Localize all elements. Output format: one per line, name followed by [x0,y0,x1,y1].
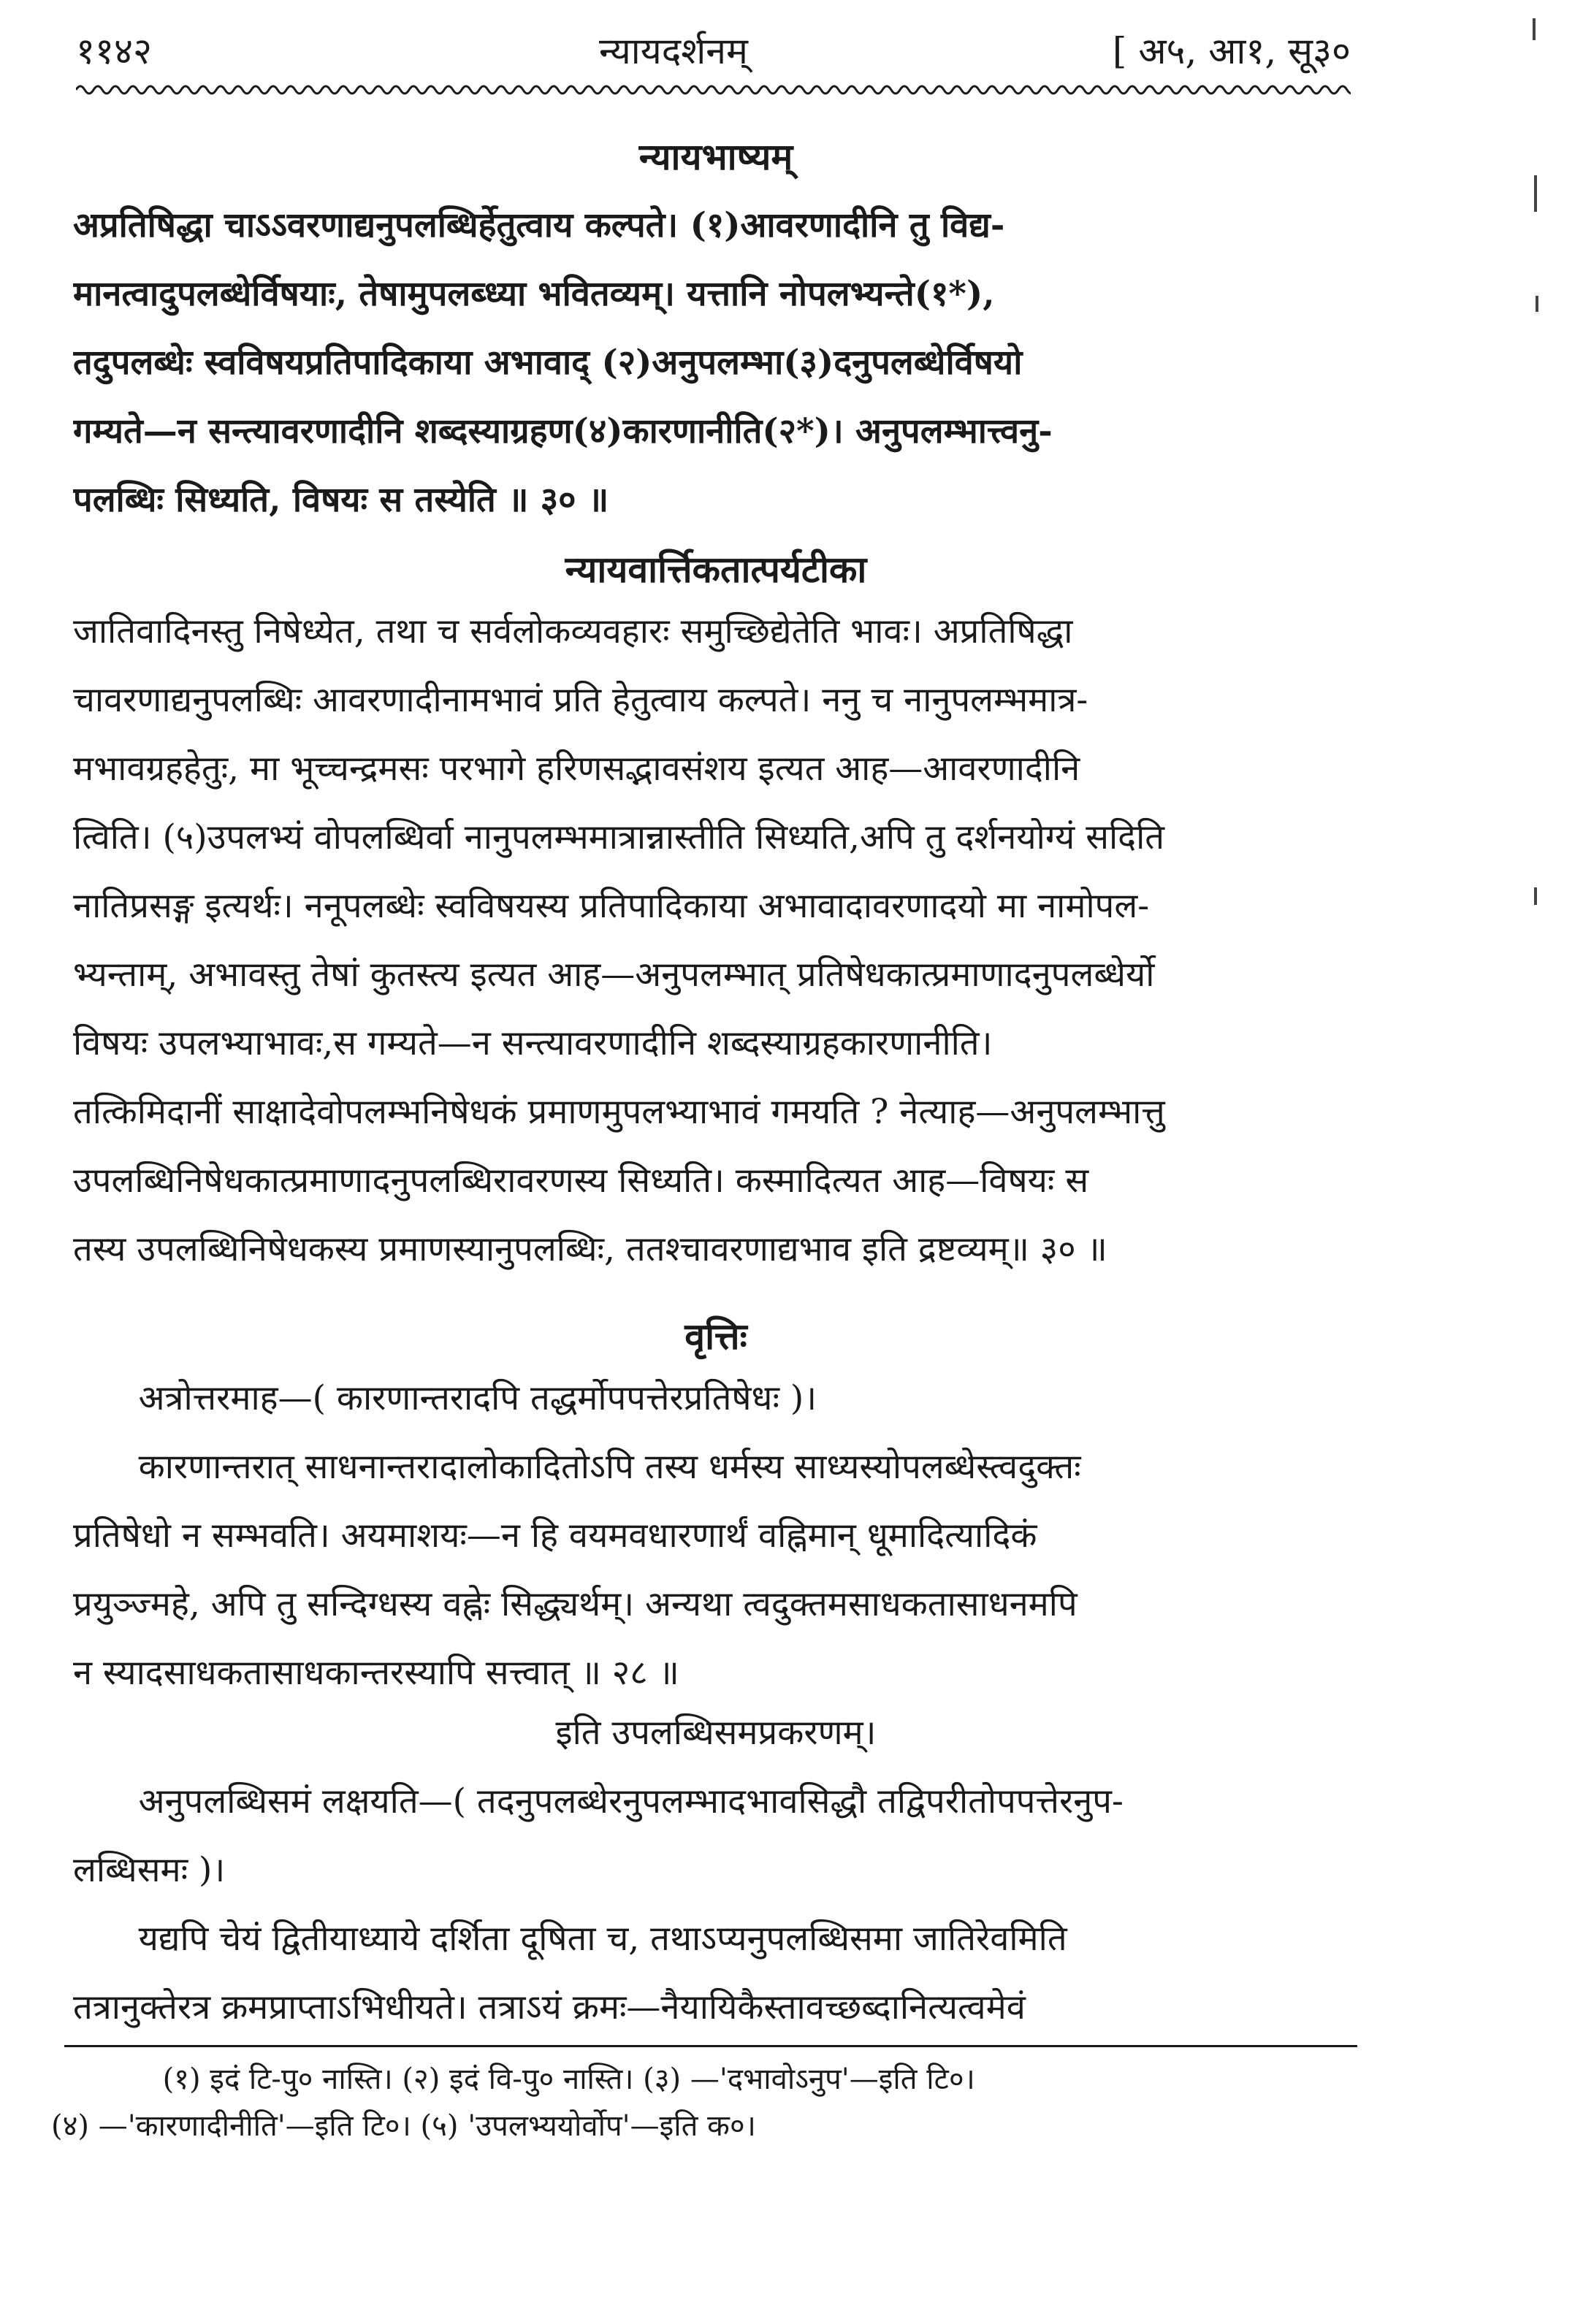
tika-line: मभावग्रहहेतुः, मा भूच्चन्द्रमसः परभागे हरिणसद्भावसंशय इत्यत आह—आवरणादीनि [73,749,1080,789]
yadyapi-line: यद्यपि चेयं द्वितीयाध्याये दर्शिता दूषिता च, तथाऽप्यनुपलब्धिसमा जातिरेवमिति [73,1919,1067,1959]
anupalabdhi-line: लब्धिसमः )। [73,1850,226,1890]
vritti-line: कारणान्तरात् साधनान्तरादालोकादितोऽपि तस्य धर्मस्य साध्यस्योपलब्धेस्त्वदुक्तः [73,1447,1081,1487]
tika-heading: न्यायवार्त्तिकतात्पर्यटीका [565,548,867,591]
bhashya-line: गम्यते—न सन्त्यावरणादीनि शब्दस्याग्रहण(४)कारणानीति(२*)। अनुपलम्भात्त्वनु- [73,411,1053,451]
tika-line: उपलब्धिनिषेधकात्प्रमाणादनुपलब्धिरावरणस्य सिध्यति। कस्मादित्यत आह—विषयः स [73,1161,1089,1201]
bhashya-line: मानत्वादुपलब्धेर्विषयाः, तेषामुपलब्ध्या भवितव्यम्। यत्तानि नोपलभ्यन्ते(१*), [73,274,995,314]
footnotes [51,2056,1366,2149]
vritti-line: न स्यादसाधकतासाधकान्तरस्यापि सत्त्वात् ॥ २८ ॥ [73,1653,679,1693]
tika-line: तत्किमिदानीं साक्षादेवोपलम्भनिषेधकं प्रमाणमुपलभ्याभावं गमयति ? नेत्याह—अनुपलम्भात्तु [73,1092,1165,1132]
anupalabdhi-sutra [73,1767,1359,1905]
bhashya-heading: न्यायभाष्यम् [638,135,793,178]
footnote-line: (४) —'कारणादीनीति'—इति टि०। (५) 'उपलभ्ययोर्वोप'—इति क०। [51,2109,756,2143]
tika-line: नातिप्रसङ्ग इत्यर्थः। ननूपलब्धेः स्वविषयस्य प्रतिपादिकाया अभावादावरणादयो मा नामोपल- [73,886,1150,926]
tika-text [73,599,1359,1285]
tika-line: भ्यन्ताम्, अभावस्तु तेषां कुतस्त्य इत्यत आह—अनुपलम्भात् प्रतिषेधकात्प्रमाणादनुपलब्धेर्यो [73,955,1155,995]
bhashya-line: अप्रतिषिद्धा चाऽऽवरणाद्यनुपलब्धिर्हेतुत्वाय कल्पते। (१)आवरणादीनि तु विद्य- [73,205,1005,245]
footnote-line: (१) इदं टि-पु० नास्ति। (२) इदं वि-पु० नास्ति। (३) —'दभावोऽनुप'—इति टि०। [51,2063,975,2096]
anupalabdhi-line: अनुपलब्धिसमं लक्षयति—( तदनुपलब्धेरनुपलम्भादभावसिद्धौ तद्विपरीतोपपत्तेरनुप- [73,1781,1124,1822]
tika-line: त्विति। (५)उपलभ्यं वोपलब्धिर्वा नानुपलम्भमात्रान्नास्तीति सिध्यति,अपि तु दर्शनयोग्यं सदिति [73,817,1165,857]
scan-edge-mark [1534,887,1537,905]
page-number: ११४२ [76,30,152,72]
prakarana-colophon: इति उपलब्धिसमप्रकरणम्। [555,1713,877,1753]
vritti-line: प्रयुञ्ज्महे, अपि तु सन्दिग्धस्य वह्नेः सिद्ध्यर्थम्। अन्यथा त्वदुक्तमसाधकतासाधनमपि [73,1584,1077,1624]
running-title: न्यायदर्शनम् [599,30,748,72]
scan-edge-mark [1533,18,1536,40]
header-wavy-rule [76,79,1351,101]
tika-line: जातिवादिनस्तु निषेध्येत, तथा च सर्वलोकव्यवहारः समुच्छिद्येतेति भावः। अप्रतिषिद्धा [73,611,1073,651]
vritti-line: प्रतिषेधो न सम्भवति। अयमाशयः—न हि वयमवधारणार्थं वह्निमान् धूमादित्यादिकं [73,1515,1037,1556]
yadyapi-line: तत्रानुक्तेरत्र क्रमप्राप्ताऽभिधीयते। तत्राऽयं क्रमः—नैयायिकैस्तावच्छब्दानित्यत्वमेवं [73,1987,1026,2027]
footnote-rule [64,2045,1357,2047]
bhashya-line: तदुपलब्धेः स्वविषयप्रतिपादिकाया अभावाद् (२)अनुपलम्भा(३)दनुपलब्धेर्विषयो [73,343,1023,383]
scan-edge-mark [1534,175,1537,212]
bhashya-text [73,191,1359,535]
tika-line: चावरणाद्यनुपलब्धिः आवरणादीनामभावं प्रति हेतुत्वाय कल्पते। ननु च नानुपलम्भमात्र- [73,680,1088,720]
scan-edge-mark [1536,296,1538,312]
bhashya-line: पलब्धिः सिध्यति, विषयः स तस्येति ॥ ३० ॥ [73,480,609,520]
tika-line: तस्य उपलब्धिनिषेधकस्य प्रमाणस्यानुपलब्धिः, ततश्चावरणाद्यभाव इति द्रष्टव्यम्॥ ३० ॥ [73,1229,1107,1269]
chapter-reference: [ अ५, आ१, सू३० [1112,30,1351,72]
tika-line: विषयः उपलभ्याभावः,स गम्यते—न सन्त्यावरणादीनि शब्दस्याग्रहकारणानीति। [73,1023,993,1063]
yadyapi-paragraph [73,1905,1359,2042]
vritti-line: अत्रोत्तरमाह—( कारणान्तरादपि तद्धर्मोपपत्तेरप्रतिषेधः )। [73,1378,817,1418]
vritti-heading: वृत्तिः [684,1315,747,1358]
vritti-text [73,1364,1359,1708]
